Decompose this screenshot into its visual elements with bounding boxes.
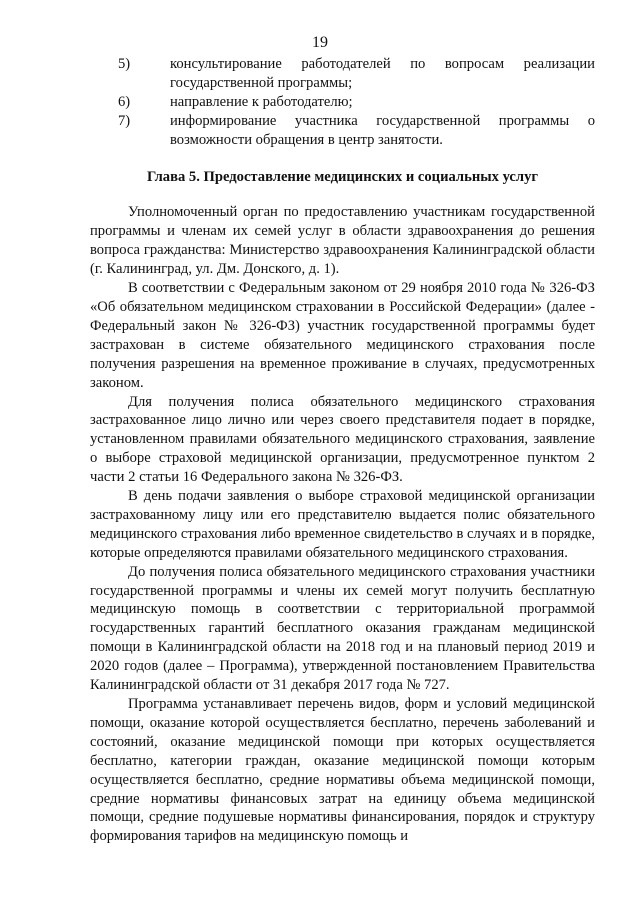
- list-item-number: 6): [118, 93, 131, 110]
- list-item-text: консультирование работодателей по вопросам реализации государственной программы;: [170, 56, 595, 91]
- list-item-text: информирование участника государственной программы о возможности обращения в центр занятости.: [170, 112, 595, 148]
- list-item: [90, 55, 595, 93]
- paragraph: Для получения полиса обязательного медицинского страхования застрахованное лицо лично или через своего представителя подает в порядке, установленном правилами обязательного медицинского страхования, заявление о выборе страховой медицинской организации, предусмотренное пунктом 2 части 2 статьи 16 Федерального закона № 326-ФЗ.: [90, 393, 595, 486]
- document-body: [90, 55, 595, 846]
- page-number: 19: [312, 34, 328, 51]
- chapter-title: Глава 5. Предоставление медицинских и социальных услуг: [146, 168, 539, 185]
- list-item-text: направление к работодателю;: [170, 93, 353, 110]
- paragraph: Программа устанавливает перечень видов, форм и условий медицинской помощи, оказание которой осуществляется бесплатно, перечень заболеваний и состояний, оказание медицинской помощи при которых осуществляется бесплатно, категории граждан, оказание медицинской помощи которым осуществляется бесплатно, средние нормативы объема медицинской помощи, средние нормативы финансовых затрат на единицу объема медицинской помощи, средние подушевые нормативы финансирования, порядок и структуру формирования тарифов на медицинскую помощь и: [90, 696, 595, 845]
- list-item: [90, 93, 595, 112]
- paragraph: До получения полиса обязательного медицинского страхования участники государственной программы и члены их семей могут получить бесплатную медицинскую помощь в соответствии с территориальной программой государственных гарантий бесплатного оказания гражданам медицинской помощи в Калининградской области на 2018 год и на плановый период 2019 и 2020 годов (далее – Программа), утвержденной постановлением Правительства Калининградской области от 31 декабря 2017 года № 727.: [90, 563, 595, 694]
- paragraph: В соответствии с Федеральным законом от 29 ноября 2010 года № 326-ФЗ «Об обязательном медицинском страховании в Российской Федерации» (далее - Федеральный закон № 326-ФЗ) участник государственной программы будет застрахован в системе обязательного медицинского страхования после получения разрешения на временное проживание в случаях, предусмотренных законом.: [90, 280, 595, 391]
- paragraph: Уполномоченный орган по предоставлению участникам государственной программы и членам их семей услуг в области здравоохранения до решения вопроса гражданства: Министерство здравоохранения Калининградской области (г. Калининград, ул. Дм. Донского, д. 1).: [90, 204, 595, 278]
- list-item-number: 7): [118, 112, 131, 129]
- paragraph: В день подачи заявления о выборе страховой медицинской организации застрахованному лицу или его представителю выдается полис обязательного медицинского страхования либо временное свидетельство в случаях и в порядке, которые определяются правилами обязательного медицинского страхования.: [90, 488, 595, 561]
- list-item: [90, 112, 595, 150]
- list-item-number: 5): [118, 56, 131, 72]
